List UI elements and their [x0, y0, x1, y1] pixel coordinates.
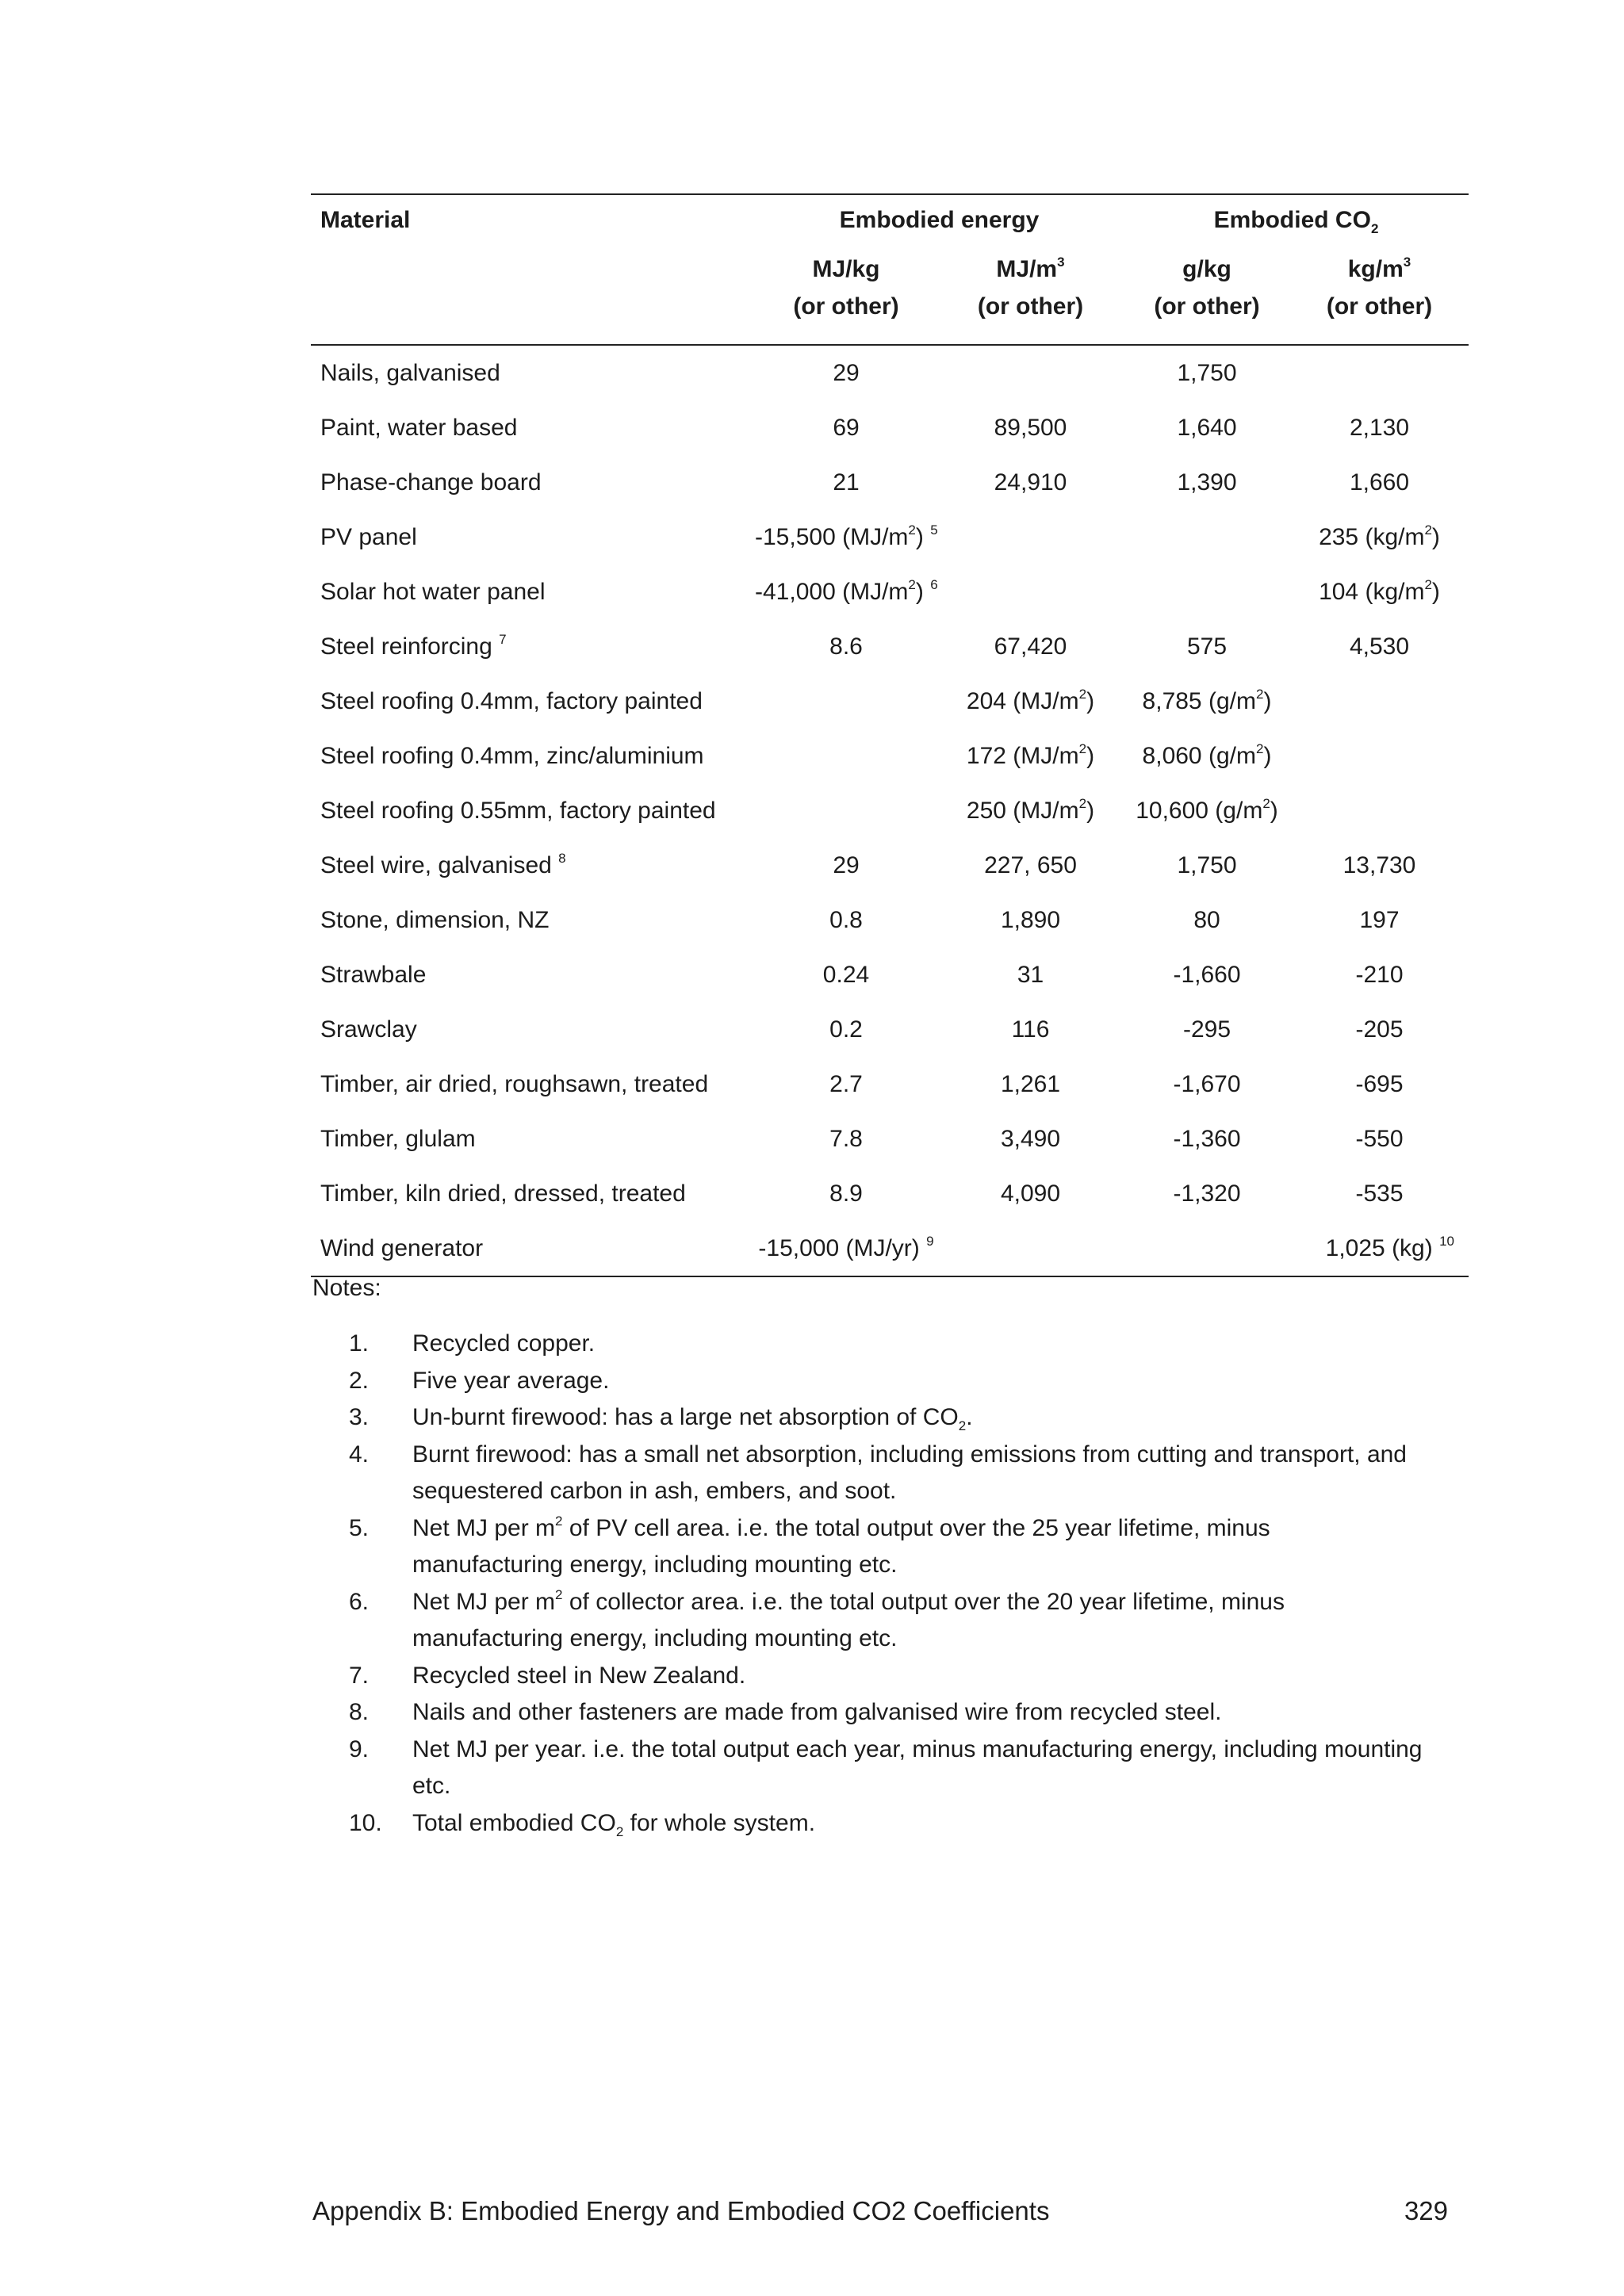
- material-name: Timber, kiln dried, dressed, treated: [320, 1180, 686, 1207]
- material-name: Strawbale: [320, 961, 427, 988]
- material-name: Paint, water based: [320, 414, 518, 441]
- energy-mj-m3: 227, 650: [984, 851, 1077, 878]
- co2-kg-m3: [1290, 729, 1469, 783]
- energy-mj-kg: 7.8: [829, 1125, 863, 1152]
- co2-kg-m3: 1,025 (kg) $^{10}$: [1290, 1221, 1469, 1276]
- co2-g-kg: 10,600 $(g/m^2)$: [1136, 795, 1278, 824]
- note-text: Net MJ per m: [412, 1588, 556, 1615]
- note-text: Recycled copper.: [412, 1330, 596, 1357]
- table-row: [311, 619, 1469, 674]
- material-name: Nails, galvanised: [320, 359, 500, 386]
- energy-mj-m3: 24,910: [994, 469, 1067, 496]
- unit-kg-m3: $kg/m^3$: [1347, 254, 1411, 282]
- note-text: Burnt firewood: has a small net absorption, including emissions from cutting and transport, and sequestered carbon in ash, embers, and soot.: [412, 1441, 1407, 1504]
- table-row: [311, 1221, 1469, 1276]
- table-row: [311, 510, 1469, 564]
- embodied-coefficients-table: [311, 193, 1469, 1277]
- note-text: Total embodied CO: [412, 1809, 616, 1836]
- table-row: [311, 1057, 1469, 1112]
- co2-g-kg: [1124, 1221, 1290, 1276]
- material-name: PV panel: [320, 523, 417, 550]
- table-row: [311, 729, 1469, 783]
- footnote-marker: 5: [930, 522, 938, 538]
- note-text: Recycled steel in New Zealand.: [412, 1662, 746, 1689]
- table-row: [311, 1002, 1469, 1057]
- co2-kg-m3: -535: [1355, 1180, 1404, 1207]
- material-name: Stone, dimension, NZ: [320, 906, 550, 933]
- note-number: 3.: [349, 1404, 370, 1430]
- energy-mj-kg: [755, 729, 937, 783]
- note-text: Net MJ per m: [412, 1514, 556, 1541]
- co2-kg-m3: -210: [1355, 961, 1404, 988]
- footnote-marker: 7: [499, 631, 507, 647]
- co2-g-kg: 1,390: [1177, 469, 1237, 496]
- note-item: 6. Net MJ per $m^2$ of collector area. i.e. the total output over the 20 year lifetime, minus manufacturing energy, including mounting etc.: [349, 1584, 1427, 1658]
- co2-kg-m3: 13,730: [1342, 851, 1416, 878]
- header-embodied-energy: Embodied energy: [755, 194, 1124, 246]
- co2-kg-m3: 235 $(kg/m^2)$: [1319, 522, 1440, 550]
- or-other-label: (or other): [937, 293, 1124, 345]
- note-item: 5. Net MJ per $m^2$ of PV cell area. i.e. the total output over the 25 year lifetime, minus manufacturing energy, including mounting etc.: [349, 1510, 1427, 1584]
- material-name: Steel reinforcing $^7$: [320, 631, 507, 660]
- energy-mj-kg: [755, 674, 937, 729]
- energy-mj-kg: 29: [833, 359, 860, 386]
- note-number: 9.: [349, 1735, 370, 1762]
- table-body: [311, 345, 1469, 1276]
- material-name: Solar hot water panel: [320, 578, 546, 605]
- note-item: 10. Total embodied $CO_2$ for whole system.: [349, 1805, 1427, 1843]
- note-item: [349, 1437, 1427, 1510]
- notes-heading: Notes:: [312, 1275, 381, 1301]
- note-text: Nails and other fasteners are made from galvanised wire from recycled steel.: [412, 1699, 1222, 1725]
- footnote-marker: 9: [926, 1233, 934, 1249]
- note-item: [349, 1732, 1427, 1805]
- table-row: [311, 893, 1469, 947]
- or-other-label: (or other): [755, 293, 937, 345]
- energy-mj-kg: 21: [833, 469, 860, 496]
- note-item: [349, 1326, 1427, 1363]
- table-row: [311, 400, 1469, 455]
- co2-g-kg: 80: [1193, 906, 1220, 933]
- co2-kg-m3: 1,660: [1349, 469, 1410, 496]
- co2-g-kg: -1,360: [1173, 1125, 1241, 1152]
- co2-kg-m3: 104 $(kg/m^2)$: [1319, 576, 1440, 605]
- table-or-other-row: [311, 293, 1469, 345]
- note-item: [349, 1694, 1427, 1732]
- energy-mj-kg: 0.8: [829, 906, 863, 933]
- material-name: Steel roofing 0.4mm, factory painted: [320, 687, 703, 714]
- material-name: Timber, air dried, roughsawn, treated: [320, 1070, 709, 1097]
- table-row: [311, 783, 1469, 838]
- energy-mj-kg: [755, 783, 937, 838]
- energy-mj-kg: -15,000 (MJ/yr) $^9$: [755, 1221, 937, 1276]
- header-blank: [311, 246, 755, 293]
- note-item: [349, 1658, 1427, 1695]
- co2-kg-m3: -550: [1355, 1125, 1404, 1152]
- note-number: 7.: [349, 1662, 370, 1689]
- material-name: Steel roofing 0.4mm, zinc/aluminium: [320, 742, 704, 769]
- note-text: Five year average.: [412, 1367, 610, 1394]
- unit-g-kg: g/kg: [1182, 256, 1231, 282]
- energy-mj-m3: 204 $(MJ/m^2)$: [966, 686, 1095, 714]
- table-units-row: [311, 246, 1469, 293]
- energy-mj-m3: 31: [1017, 961, 1044, 988]
- header-blank: [311, 293, 755, 345]
- co2-g-kg: 8,785 $(g/m^2)$: [1142, 686, 1272, 714]
- note-number: 2.: [349, 1367, 370, 1394]
- co2-g-kg: [1124, 564, 1290, 619]
- footer-title: Appendix B: Embodied Energy and Embodied CO2 Coefficients: [312, 2196, 1050, 2225]
- note-number: 5.: [349, 1514, 370, 1541]
- co2-g-kg: 1,750: [1177, 359, 1237, 386]
- co2-g-kg: -1,320: [1173, 1180, 1241, 1207]
- co2-kg-m3: -205: [1355, 1016, 1404, 1043]
- energy-mj-kg: 0.2: [829, 1016, 863, 1043]
- table-row: [311, 455, 1469, 510]
- note-number: 6.: [349, 1588, 370, 1615]
- co2-kg-m3: 4,530: [1349, 633, 1410, 660]
- material-name: Steel wire, galvanised $^8$: [320, 850, 566, 878]
- table-row: [311, 1166, 1469, 1221]
- material-name: Timber, glulam: [320, 1125, 476, 1152]
- header-embodied-co2-text: Embodied CO: [1213, 207, 1371, 233]
- co2-g-kg: -1,670: [1173, 1070, 1241, 1097]
- co2-kg-m3: [1290, 674, 1469, 729]
- note-item: [349, 1363, 1427, 1400]
- co2-kg-m3: [1290, 783, 1469, 838]
- material-name: Phase-change board: [320, 469, 542, 496]
- energy-mj-m3: [937, 1221, 1124, 1276]
- co2-g-kg: 1,750: [1177, 851, 1237, 878]
- energy-mj-m3: 1,890: [1000, 906, 1061, 933]
- table-row: [311, 947, 1469, 1002]
- co2-kg-m3: -695: [1355, 1070, 1404, 1097]
- unit-mj-m3: $MJ/m^3$: [996, 254, 1065, 282]
- or-other-label: (or other): [1290, 293, 1469, 345]
- energy-mj-m3: [937, 564, 1124, 619]
- energy-mj-m3: 4,090: [1000, 1180, 1061, 1207]
- note-number: 10.: [349, 1809, 382, 1836]
- note-number: 4.: [349, 1441, 370, 1468]
- energy-mj-m3: 116: [1011, 1016, 1050, 1043]
- co2-g-kg: [1124, 510, 1290, 564]
- note-text: Un-burnt firewood: has a large net absorption of CO: [412, 1404, 959, 1430]
- table-row: [311, 838, 1469, 893]
- material-name: Srawclay: [320, 1016, 417, 1043]
- page-number: 329: [1404, 2196, 1448, 2225]
- energy-mj-kg: 29: [833, 851, 860, 878]
- header-embodied-co2: [1124, 194, 1469, 246]
- energy-mj-m3: 172 $(MJ/m^2)$: [966, 740, 1095, 769]
- header-co2-subscript: 2: [1370, 221, 1379, 236]
- material-name: Steel roofing 0.55mm, factory painted: [320, 797, 716, 824]
- energy-mj-m3: 89,500: [994, 414, 1067, 441]
- energy-mj-kg: 2.7: [829, 1070, 863, 1097]
- table-row: [311, 1112, 1469, 1166]
- energy-mj-kg: 0.24: [822, 961, 870, 988]
- energy-mj-m3: [937, 510, 1124, 564]
- co2-g-kg: -295: [1182, 1016, 1231, 1043]
- co2-g-kg: -1,660: [1173, 961, 1241, 988]
- table-row: [311, 345, 1469, 400]
- note-item: 3. Un-burnt firewood: has a large net absorption of $CO_2$.: [349, 1399, 1427, 1437]
- note-text: Net MJ per year. i.e. the total output each year, minus manufacturing energy, including mounting etc.: [412, 1735, 1423, 1799]
- note-number: 1.: [349, 1330, 370, 1357]
- energy-mj-kg: 69: [833, 414, 860, 441]
- or-other-label: (or other): [1124, 293, 1290, 345]
- table-row: [311, 674, 1469, 729]
- energy-mj-kg: -41,000 $(MJ/m^2)$ $^6$: [755, 576, 938, 605]
- header-material: Material: [311, 194, 755, 246]
- unit-mj-kg: MJ/kg: [812, 256, 880, 282]
- energy-mj-kg: 8.9: [829, 1180, 863, 1207]
- co2-kg-m3: [1290, 345, 1469, 400]
- co2-kg-m3: 2,130: [1349, 414, 1410, 441]
- note-number: 8.: [349, 1699, 370, 1725]
- material-name: Wind generator: [311, 1221, 755, 1276]
- table-row: [311, 564, 1469, 619]
- table-header-row: [311, 194, 1469, 246]
- co2-g-kg: 8,060 $(g/m^2)$: [1142, 740, 1272, 769]
- co2-kg-m3: 197: [1359, 906, 1400, 933]
- co2-g-kg: 1,640: [1177, 414, 1237, 441]
- energy-mj-m3: 250 $(MJ/m^2)$: [966, 795, 1095, 824]
- notes-list: [349, 1326, 1427, 1842]
- energy-mj-m3: [937, 345, 1124, 400]
- energy-mj-m3: 67,420: [994, 633, 1067, 660]
- co2-g-kg: 575: [1186, 633, 1228, 660]
- energy-mj-kg: 8.6: [829, 633, 863, 660]
- footnote-marker: 8: [558, 850, 566, 866]
- footnote-marker: 6: [930, 576, 938, 592]
- energy-mj-m3: 3,490: [1000, 1125, 1061, 1152]
- footnote-marker: 10: [1439, 1233, 1454, 1249]
- energy-mj-kg: -15,500 $(MJ/m^2)$ $^5$: [755, 522, 938, 550]
- energy-mj-m3: 1,261: [1000, 1070, 1061, 1097]
